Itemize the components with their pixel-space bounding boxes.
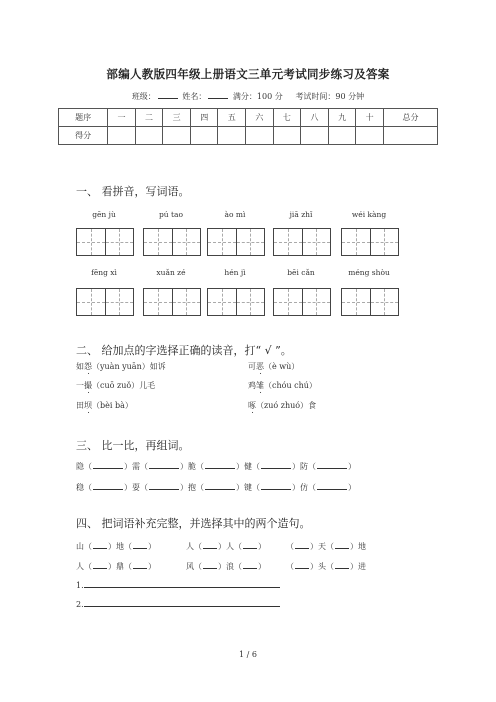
pinyin-label: wéi kàng: [351, 210, 387, 219]
sentence-line: [76, 598, 280, 609]
paren: （: [196, 483, 204, 492]
pinyin-label: gēn jù: [92, 210, 116, 219]
idiom-blank[interactable]: [133, 560, 147, 569]
idiom-item: [286, 540, 366, 552]
idiom-char: 头: [318, 562, 326, 571]
writing-grid[interactable]: [76, 228, 134, 256]
sentence-number: 2.: [76, 600, 84, 609]
reading-options[interactable]: （è wù）: [264, 362, 300, 371]
sentence-number: 1.: [76, 581, 84, 590]
pronunciation-item[interactable]: [76, 361, 166, 372]
paren: ）: [348, 462, 356, 471]
idiom-blank[interactable]: [243, 560, 257, 569]
paren: （: [84, 542, 92, 551]
dotted-char: 怨: [84, 362, 92, 371]
grid-cell[interactable]: [106, 289, 134, 315]
paren: ）: [108, 562, 116, 571]
reading-options[interactable]: （zuó zhuó）: [256, 401, 309, 410]
word-blank[interactable]: [149, 481, 179, 490]
idiom-blank[interactable]: [295, 540, 309, 549]
grid-cell[interactable]: [274, 229, 303, 255]
writing-grid[interactable]: [273, 228, 331, 256]
grid-cell[interactable]: [77, 229, 106, 255]
idiom-blank[interactable]: [203, 540, 217, 549]
idiom-char: 山: [76, 542, 84, 551]
paren: ）: [124, 483, 132, 492]
paren: ）: [350, 562, 358, 571]
score-row-label: 得分: [59, 127, 108, 145]
writing-grid[interactable]: [143, 288, 201, 316]
writing-grid[interactable]: [76, 288, 134, 316]
dotted-char: 恶: [256, 362, 264, 371]
grid-cell[interactable]: [173, 289, 201, 315]
paren: （: [194, 542, 202, 551]
writing-grid[interactable]: [207, 228, 265, 256]
class-blank: [158, 90, 178, 99]
paren: （: [140, 462, 148, 471]
paren: （: [308, 483, 316, 492]
score-header-cell: 三: [163, 109, 191, 127]
score-header-cell: 八: [301, 109, 329, 127]
idiom-char: 地: [358, 542, 366, 551]
compare-char: 耍: [132, 483, 140, 492]
grid-cell[interactable]: [106, 229, 134, 255]
grid-cell[interactable]: [144, 229, 173, 255]
writing-grid[interactable]: [143, 228, 201, 256]
paren: （: [252, 483, 260, 492]
grid-cell[interactable]: [208, 229, 237, 255]
compare-row: [76, 460, 356, 472]
score-input-cell[interactable]: [273, 127, 301, 145]
sentence-input[interactable]: [84, 579, 280, 588]
paren: ）: [236, 462, 244, 471]
score-input-cell[interactable]: [356, 127, 384, 145]
score-input-cell[interactable]: [190, 127, 218, 145]
word-blank[interactable]: [93, 460, 123, 469]
compare-char: 防: [300, 462, 308, 471]
score-input-cell[interactable]: [218, 127, 246, 145]
paren: ）: [108, 542, 116, 551]
paren: ）: [218, 562, 226, 571]
paren: ）: [180, 462, 188, 471]
item-suffix: 儿毛: [139, 381, 156, 390]
grid-cell[interactable]: [173, 229, 201, 255]
paren: （: [84, 483, 92, 492]
paren: ）: [348, 483, 356, 492]
item-suffix: 如诉: [149, 362, 166, 371]
idiom-blank[interactable]: [295, 560, 309, 569]
paren: ）: [148, 542, 156, 551]
writing-grid[interactable]: [273, 288, 331, 316]
compare-char: 抱: [188, 483, 196, 492]
paren: （: [234, 562, 242, 571]
reading-options[interactable]: （chóu chú）: [264, 381, 317, 390]
idiom-char: 人: [226, 542, 234, 551]
idiom-char: 风: [186, 562, 194, 571]
idiom-item: [76, 560, 156, 572]
word-blank[interactable]: [317, 460, 347, 469]
idiom-blank[interactable]: [133, 540, 147, 549]
score-input-cell[interactable]: [163, 127, 191, 145]
writing-grid[interactable]: [341, 228, 399, 256]
score-header-cell: 十: [356, 109, 384, 127]
score-header-cell: 一: [108, 109, 136, 127]
reading-options[interactable]: （cuō zuǒ）: [92, 381, 140, 390]
score-header-cell: 总分: [383, 109, 437, 127]
dotted-char: 撮: [84, 381, 92, 390]
word-blank[interactable]: [205, 460, 235, 469]
section-2-title: 二、 给加点的字选择正确的读音，打“ √ ”。: [76, 344, 292, 357]
idiom-char: 地: [116, 542, 124, 551]
grid-cell[interactable]: [144, 289, 173, 315]
paren: ）: [124, 462, 132, 471]
idiom-char: 浪: [226, 562, 234, 571]
idiom-char: 鼎: [116, 562, 124, 571]
compare-char: 仿: [300, 483, 308, 492]
dotted-char: 啄: [248, 401, 256, 410]
writing-grid[interactable]: [341, 288, 399, 316]
grid-cell[interactable]: [303, 229, 331, 255]
page-number: 1 / 6: [239, 650, 257, 659]
idiom-char: 人: [186, 542, 194, 551]
idiom-blank[interactable]: [203, 560, 217, 569]
score-header-cell: 二: [135, 109, 163, 127]
paren: （: [252, 462, 260, 471]
score-input-cell[interactable]: [108, 127, 136, 145]
pinyin-label: fēng xì: [91, 268, 117, 277]
paren: （: [286, 542, 294, 551]
section-4-title: 四、 把词语补充完整，并选择其中的两个造句。: [76, 517, 311, 530]
paren: （: [124, 562, 132, 571]
paren: （: [140, 483, 148, 492]
compare-char: 脆: [188, 462, 196, 471]
pinyin-label: hén jì: [224, 268, 246, 277]
idiom-item: [186, 540, 266, 552]
word-blank[interactable]: [149, 460, 179, 469]
paren: （: [286, 562, 294, 571]
pronunciation-item[interactable]: [76, 380, 155, 391]
grid-cell[interactable]: [303, 289, 331, 315]
paren: ）: [148, 562, 156, 571]
section-3-title: 三、 比一比，再组词。: [76, 439, 190, 452]
grid-cell[interactable]: [371, 229, 399, 255]
paren: （: [234, 542, 242, 551]
paren: （: [84, 562, 92, 571]
pronunciation-item[interactable]: [76, 400, 133, 411]
idiom-blank[interactable]: [243, 540, 257, 549]
item-prefix: 可: [248, 362, 256, 371]
sentence-line: [76, 579, 280, 590]
paren: （: [326, 562, 334, 571]
idiom-char: 人: [76, 562, 84, 571]
item-prefix: 一: [76, 381, 84, 390]
word-blank[interactable]: [261, 481, 291, 490]
idiom-char: 天: [318, 542, 326, 551]
sentence-input[interactable]: [84, 598, 280, 607]
score-header-cell: 六: [246, 109, 274, 127]
score-header-cell: 九: [328, 109, 356, 127]
score-header-cell: 七: [273, 109, 301, 127]
paren: （: [194, 562, 202, 571]
idiom-item: [186, 560, 266, 572]
paren: ）: [218, 542, 226, 551]
paren: ）: [236, 483, 244, 492]
score-input-cell[interactable]: [246, 127, 274, 145]
score-header-label: 题序: [59, 109, 108, 127]
pronunciation-item[interactable]: [248, 361, 299, 372]
grid-cell[interactable]: [371, 289, 399, 315]
compare-char: 需: [132, 462, 140, 471]
item-prefix: 田: [76, 401, 84, 410]
item-prefix: 如: [76, 362, 84, 371]
paren: ）: [292, 483, 300, 492]
paren: ）: [258, 542, 266, 551]
pinyin-label: xuǎn zé: [156, 268, 186, 277]
paren: （: [124, 542, 132, 551]
pronunciation-item[interactable]: [248, 400, 316, 411]
item-prefix: 鸡: [248, 381, 256, 390]
paren: ）: [350, 542, 358, 551]
pinyin-label: méng shòu: [348, 268, 390, 277]
word-blank[interactable]: [205, 481, 235, 490]
score-header-cell: 四: [190, 109, 218, 127]
reading-options[interactable]: （bèi bà）: [92, 401, 133, 410]
paren: （: [84, 462, 92, 471]
score-input-cell[interactable]: [383, 127, 437, 145]
score-input-cell[interactable]: [328, 127, 356, 145]
pinyin-label: jiā zhǐ: [289, 210, 313, 219]
score-input-cell[interactable]: [135, 127, 163, 145]
paren: ）: [310, 542, 318, 551]
pronunciation-item[interactable]: [248, 380, 317, 391]
score-input-cell[interactable]: [301, 127, 329, 145]
compare-char: 隐: [76, 462, 84, 471]
paren: ）: [310, 562, 318, 571]
reading-options[interactable]: （yuàn yuān）: [92, 362, 150, 371]
idiom-item: [76, 540, 156, 552]
paren: ）: [292, 462, 300, 471]
pinyin-label: ào mì: [224, 210, 246, 219]
score-table: [58, 108, 438, 145]
idiom-char: 进: [358, 562, 366, 571]
grid-cell[interactable]: [237, 289, 265, 315]
grid-cell[interactable]: [274, 289, 303, 315]
section-1-title: 一、 看拼音，写词语。: [76, 185, 190, 198]
idiom-blank[interactable]: [93, 560, 107, 569]
grid-cell[interactable]: [342, 229, 371, 255]
paren: （: [196, 462, 204, 471]
word-blank[interactable]: [261, 460, 291, 469]
idiom-blank[interactable]: [335, 560, 349, 569]
compare-char: 稳: [76, 483, 84, 492]
paren: ）: [180, 483, 188, 492]
paren: （: [308, 462, 316, 471]
score-header-cell: 五: [218, 109, 246, 127]
dotted-char: 坝: [84, 401, 92, 410]
grid-cell[interactable]: [342, 289, 371, 315]
pinyin-label: bēi cǎn: [287, 268, 315, 277]
grid-cell[interactable]: [237, 229, 265, 255]
dotted-char: 雏: [256, 381, 264, 390]
paren: （: [326, 542, 334, 551]
compare-char: 健: [244, 462, 252, 471]
idiom-blank[interactable]: [93, 540, 107, 549]
idiom-blank[interactable]: [335, 540, 349, 549]
word-blank[interactable]: [93, 481, 123, 490]
writing-grid[interactable]: [207, 288, 265, 316]
page-title: 部编人教版四年级上册语文三单元考试同步练习及答案: [106, 67, 390, 81]
exam-info: 班级： 姓名： 满分：100 分 考试时间：90 分钟: [131, 92, 365, 101]
pinyin-label: pú tao: [158, 210, 184, 219]
name-blank: [208, 90, 228, 99]
word-blank[interactable]: [317, 481, 347, 490]
compare-char: 键: [244, 483, 252, 492]
idiom-item: [286, 560, 366, 572]
paren: ）: [258, 562, 266, 571]
grid-cell[interactable]: [77, 289, 106, 315]
grid-cell[interactable]: [208, 289, 237, 315]
item-suffix: 食: [308, 401, 317, 410]
compare-row: [76, 481, 356, 493]
